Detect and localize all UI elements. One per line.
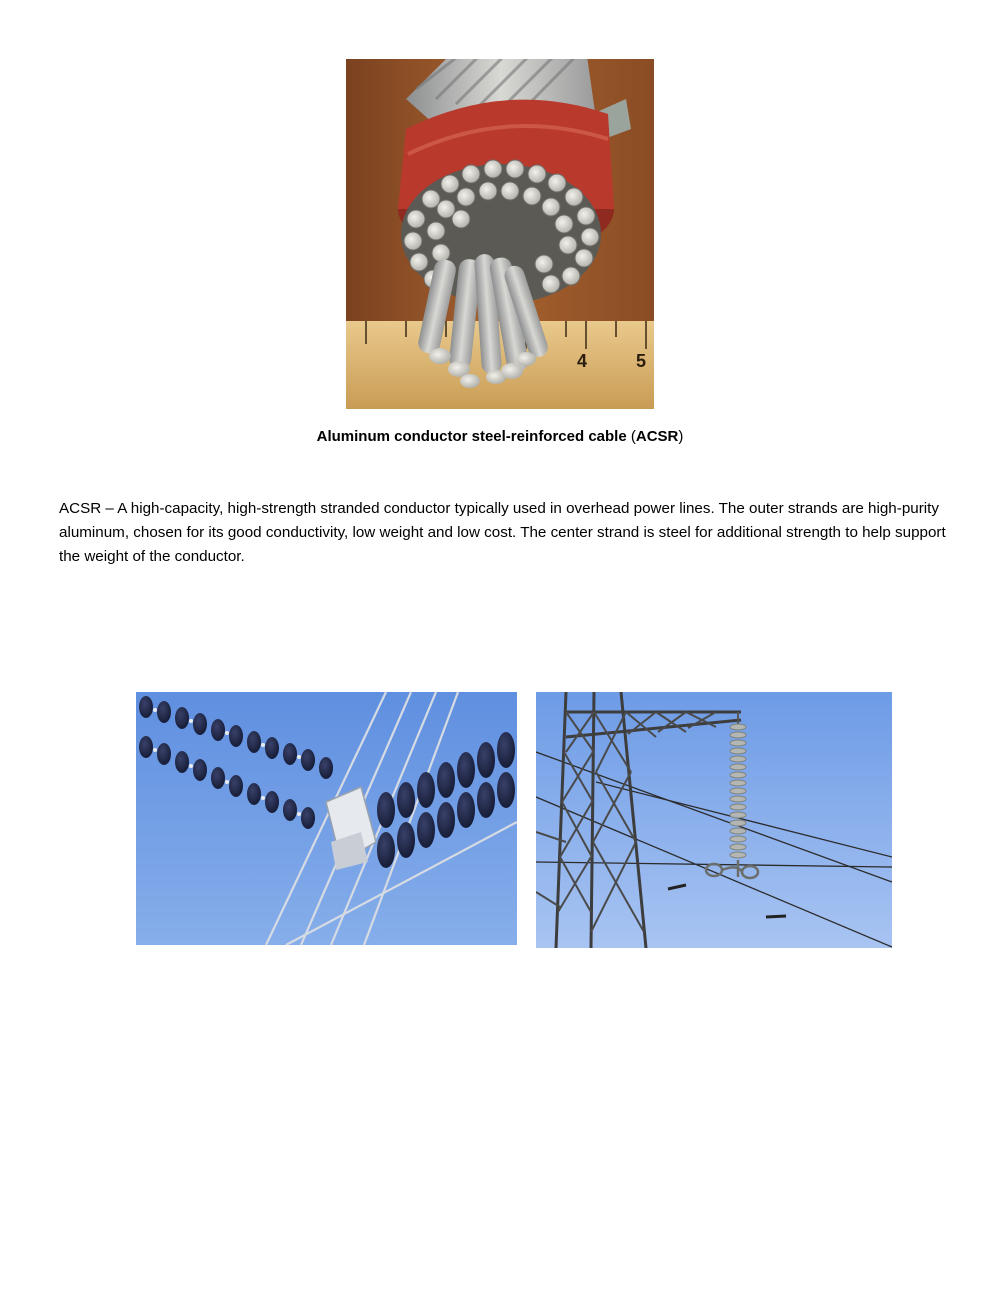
acsr-cable-photo: [346, 59, 654, 409]
figure-caption: [0, 427, 1000, 447]
caption-paren-close: ): [678, 428, 684, 445]
caption-paren-open: (: [626, 428, 636, 445]
insulator-strings-photo: [136, 692, 517, 945]
caption-abbr: ACSR: [635, 428, 679, 445]
ruler-mark-5: 5: [636, 351, 647, 371]
transmission-tower-photo: [536, 692, 892, 948]
caption-title: Aluminum conductor steel-reinforced cable: [316, 428, 627, 445]
ruler-mark-4: 4: [577, 351, 588, 371]
description-paragraph: ACSR – A high-capacity, high-strength stranded conductor typically used in overhead power lines. The outer strands are high-purity aluminum, chosen for its good conductivity, low weight and low cost. The center strand is steel for additional strength to help support the weight of the conductor.: [59, 500, 946, 565]
